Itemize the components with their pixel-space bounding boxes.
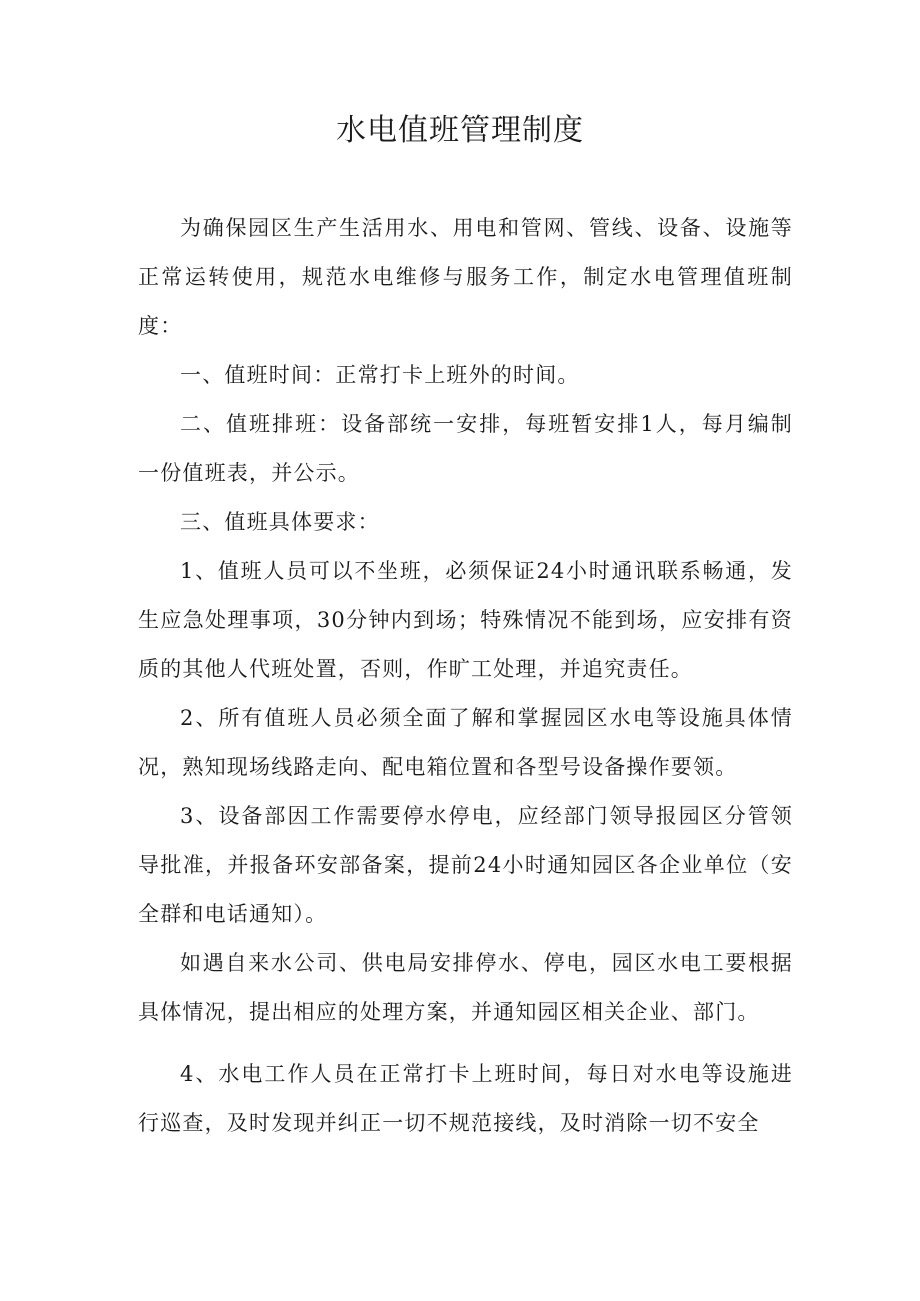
requirement-item-1: 1、值班人员可以不坐班，必须保证24小时通讯联系畅通，发生应急处理事项，30分钟内到场；特殊情况不能到场，应安排有资质的其他人代班处置，否则，作旷工处理，并追究责任。 [138,559,793,681]
document-body [138,204,793,1148]
section-duty-requirements-heading: 三、值班具体要求： [180,510,380,534]
document-title: 水电值班管理制度 [336,113,584,148]
requirement-item-3: 3、设备部因工作需要停水停电，应经部门领导报园区分管领导批准，并报备环安部备案，提前24小时通知园区各企业单位（安全群和电话通知）。 [138,804,793,926]
requirement-item-3-note: 如遇自来水公司、供电局安排停水、停电，园区水电工要根据具体情况，提出相应的处理方案，并通知园区相关企业、部门。 [138,951,793,1024]
intro-paragraph: 为确保园区生产生活用水、用电和管网、管线、设备、设施等正常运转使用，规范水电维修与服务工作，制定水电管理值班制度： [138,216,793,338]
section-duty-schedule: 二、值班排班：设备部统一安排，每班暂安排1人，每月编制一份值班表，并公示。 [138,412,793,485]
section-duty-time: 一、值班时间：正常打卡上班外的时间。 [180,363,580,387]
requirement-item-2: 2、所有值班人员必须全面了解和掌握园区水电等设施具体情况，熟知现场线路走向、配电箱位置和各型号设备操作要领。 [138,706,793,779]
requirement-item-4: 4、水电工作人员在正常打卡上班时间，每日对水电等设施进行巡查，及时发现并纠正一切不规范接线，及时消除一切不安全 [138,1062,793,1135]
